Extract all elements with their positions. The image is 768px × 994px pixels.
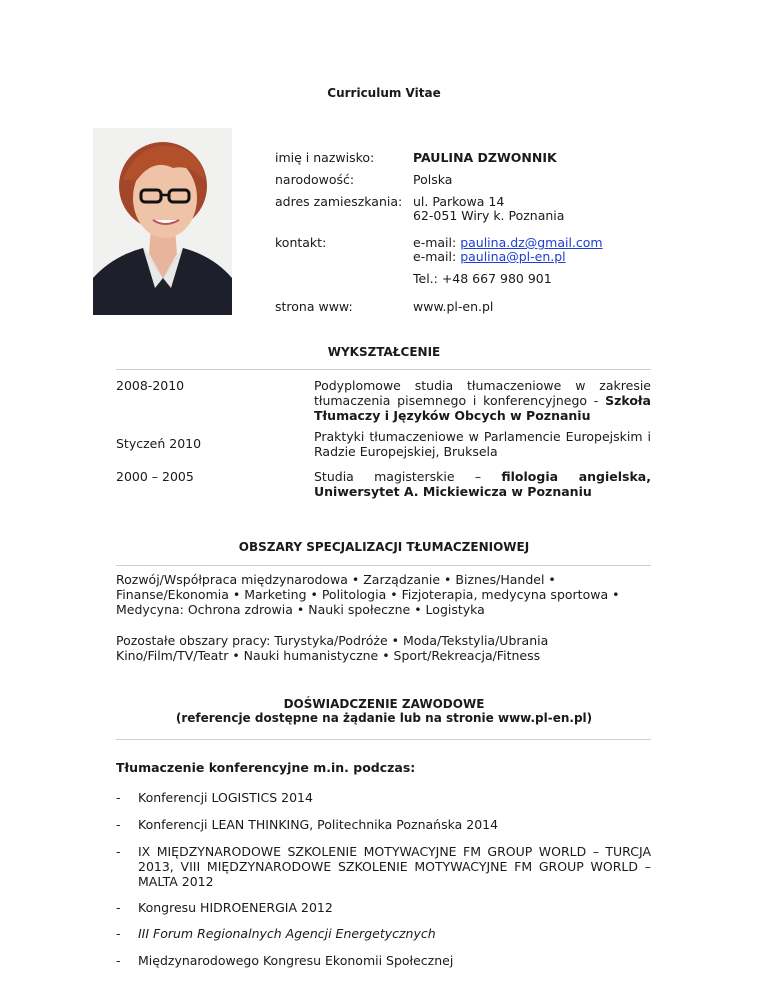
list-item-text: Konferencji LOGISTICS 2014	[138, 790, 313, 805]
address-line1: ul. Parkowa 14	[413, 194, 505, 209]
experience-divider	[116, 739, 651, 740]
list-dash: -	[116, 790, 121, 805]
education-entry-3	[314, 469, 651, 499]
list-item-text: IX MIĘDZYNARODOWE SZKOLENIE MOTYWACYJNE FM GROUP WORLD – TURCJA 2013, VIII MIĘDZYNARODOWE SZKOLENIE MOTYWACYJNE FM GROUP WORLD – MALTA 2012	[138, 844, 651, 889]
experience-subheading: (referencje dostępne na żądanie lub na stronie www.pl-en.pl)	[175, 711, 593, 725]
email-line-1	[413, 236, 603, 250]
experience-heading: DOŚWIADCZENIE ZAWODOWE	[283, 697, 485, 711]
education-heading: WYKSZTAŁCENIE	[327, 345, 441, 359]
specialization-divider	[116, 565, 651, 566]
education-entry-3-plain: Studia magisterskie –	[314, 469, 502, 484]
email-line-2	[413, 250, 566, 264]
list-item-text: Konferencji LEAN THINKING, Politechnika Poznańska 2014	[138, 817, 499, 832]
list-dash: -	[116, 900, 121, 915]
education-entry-1	[314, 378, 651, 423]
list-dash: -	[116, 953, 121, 968]
specialization-other-areas: Pozostałe obszary pracy: Turystyka/Podróże • Moda/Tekstylia/Ubrania Kino/Film/TV/Teatr • Nauki humanistyczne • Sport/Rekreacja/Fitness	[116, 633, 549, 663]
portrait-illustration	[93, 128, 232, 315]
education-entry-2	[314, 429, 651, 459]
specialization-heading: OBSZARY SPECJALIZACJI TŁUMACZENIOWEJ	[238, 540, 530, 554]
list-dash: -	[116, 844, 121, 859]
website-value: www.pl-en.pl	[413, 299, 494, 314]
education-entry-3-bold: filologia angielska, Uniwersytet A. Mickiewicza w Poznaniu	[314, 469, 651, 499]
email-prefix-2: e-mail:	[413, 249, 457, 264]
name-label: imię i nazwisko:	[275, 150, 375, 165]
address-label: adres zamieszkania:	[275, 194, 403, 209]
education-entry-1-plain: Podyplomowe studia tłumaczeniowe w zakresie tłumaczenia pisemnego i konferencyjnego -	[314, 378, 651, 408]
education-date-3: 2000 – 2005	[116, 469, 194, 484]
list-dash: -	[116, 926, 121, 941]
education-date-2: Styczeń 2010	[116, 436, 202, 451]
conference-heading: Tłumaczenie konferencyjne m.in. podczas:	[116, 760, 416, 775]
nationality-value: Polska	[413, 172, 453, 187]
list-item-text: Kongresu HIDROENERGIA 2012	[138, 900, 333, 915]
document-title: Curriculum Vitae	[327, 86, 441, 100]
email-prefix: e-mail:	[413, 235, 457, 250]
list-dash: -	[116, 817, 121, 832]
profile-photo	[93, 128, 232, 315]
contact-label: kontakt:	[275, 235, 327, 250]
name-value: PAULINA DZWONNIK	[413, 150, 557, 165]
education-date-1: 2008-2010	[116, 378, 185, 393]
education-entry-2-plain: Praktyki tłumaczeniowe w Parlamencie Europejskim i Radzie Europejskiej, Bruksela	[314, 429, 651, 459]
phone-value: Tel.: +48 667 980 901	[413, 271, 552, 286]
specialization-main-areas: Rozwój/Współpraca międzynarodowa • Zarządzanie • Biznes/Handel • Finanse/Ekonomia • Marketing • Politologia • Fizjoterapia, medycyna sportowa • Medycyna: Ochrona zdrowia • Nauki społeczne • Logistyka	[116, 572, 620, 617]
email-link-1[interactable]: paulina.dz@gmail.com	[460, 235, 603, 250]
email-link-2[interactable]: paulina@pl-en.pl	[460, 249, 566, 264]
address-line2: 62-051 Wiry k. Poznania	[413, 208, 565, 223]
list-item-text: Międzynarodowego Kongresu Ekonomii Społecznej	[138, 953, 454, 968]
education-entry-1-bold: Szkoła Tłumaczy i Języków Obcych w Poznaniu	[314, 393, 651, 423]
website-label: strona www:	[275, 299, 353, 314]
education-divider	[116, 369, 651, 370]
nationality-label: narodowość:	[275, 172, 355, 187]
list-item-text: III Forum Regionalnych Agencji Energetycznych	[138, 926, 436, 941]
